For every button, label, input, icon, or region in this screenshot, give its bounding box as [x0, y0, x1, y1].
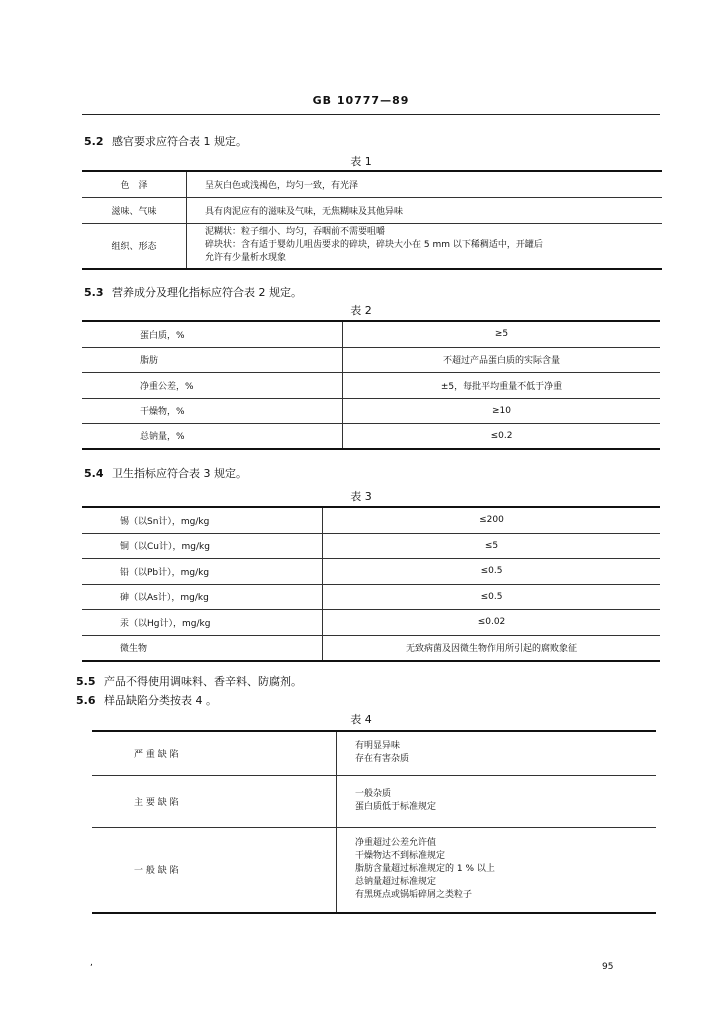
table3-item: 砷（以As计），mg/kg — [82, 584, 323, 609]
table3-value: ≤0.02 — [323, 609, 661, 635]
table1 — [82, 170, 662, 270]
table-row — [82, 223, 662, 269]
table4-item: 脂肪含量超过标准规定的 1 % 以上 — [355, 864, 495, 875]
table4-class: 一 般 缺 陷 — [92, 827, 337, 913]
table1-req-cell — [187, 223, 663, 269]
header-rule — [82, 114, 660, 115]
section-5-4 — [84, 465, 247, 481]
table-row — [92, 731, 656, 775]
stray-mark: , — [90, 958, 93, 968]
section-text: 卫生指标应符合表 3 规定。 — [112, 467, 247, 480]
table4-item: 存在有害杂质 — [355, 754, 410, 765]
page-number: 95 — [602, 962, 614, 972]
table4-class: 严 重 缺 陷 — [92, 731, 337, 775]
table-row — [82, 398, 660, 423]
table-row — [82, 533, 660, 558]
table-row — [82, 372, 660, 398]
table4-item: 干燥物达不到标准规定 — [355, 851, 446, 862]
table1-req-line: 泥糊状：粒子细小、均匀，吞咽前不需要咀嚼 — [205, 227, 386, 238]
table3-item: 锡（以Sn计），mg/kg — [82, 507, 323, 533]
table2-item: 脂肪 — [82, 347, 343, 372]
section-number: 5.6 — [76, 694, 96, 707]
table1-req-line: 允许有少量析水现象 — [205, 253, 287, 264]
table4-items — [337, 775, 657, 827]
table4-items — [337, 827, 657, 913]
table3-value: ≤200 — [323, 507, 661, 533]
section-text: 产品不得使用调味料、香辛料、防腐剂。 — [104, 675, 302, 688]
table4-item: 有明显异味 — [355, 741, 401, 752]
table1-item: 色 泽 — [82, 171, 187, 197]
section-number: 5.3 — [84, 286, 104, 299]
table2-item: 总钠量，% — [82, 423, 343, 449]
table2-value: ≤0.2 — [343, 423, 661, 449]
table4-item: 净重超过公差允许值 — [355, 838, 437, 849]
section-text: 样品缺陷分类按表 4 。 — [104, 694, 217, 707]
table-row — [82, 423, 660, 449]
section-number: 5.5 — [76, 675, 96, 688]
table-row — [92, 775, 656, 827]
table2-value: ±5，每批平均重量不低于净重 — [343, 372, 661, 398]
table4 — [92, 730, 656, 914]
table2-value: 不超过产品蛋白质的实际含量 — [343, 347, 661, 372]
table2-caption: 表 2 — [350, 304, 372, 317]
table4-item: 有黑斑点或锅垢碎屑之类粒子 — [355, 890, 473, 901]
table4-items — [337, 731, 657, 775]
table1-req: 呈灰白色或浅褐色，均匀一致，有光泽 — [187, 171, 663, 197]
table-row — [82, 609, 660, 635]
table-row — [82, 584, 660, 609]
table2-item: 干燥物，% — [82, 398, 343, 423]
table3-caption: 表 3 — [350, 490, 372, 503]
table1-req: 具有肉泥应有的滋味及气味，无焦糊味及其他异味 — [187, 197, 663, 223]
section-number: 5.2 — [84, 135, 104, 148]
section-text: 感官要求应符合表 1 规定。 — [112, 135, 247, 148]
table-row — [82, 507, 660, 533]
section-number: 5.4 — [84, 467, 104, 480]
table4-item: 蛋白质低于标准规定 — [355, 802, 437, 812]
section-5-3 — [84, 284, 302, 300]
table2-value: ≥10 — [343, 398, 661, 423]
table2-value: ≥5 — [343, 321, 661, 347]
table-row — [82, 171, 662, 197]
section-5-2 — [84, 133, 247, 149]
section-text: 营养成分及理化指标应符合表 2 规定。 — [112, 286, 302, 299]
table2 — [82, 320, 660, 450]
table3-item: 汞（以Hg计），mg/kg — [82, 609, 323, 635]
table3-value: ≤0.5 — [323, 584, 661, 609]
table-row — [82, 321, 660, 347]
table3-value: ≤5 — [323, 533, 661, 558]
table4-class: 主 要 缺 陷 — [92, 775, 337, 827]
table4-caption: 表 4 — [350, 713, 372, 726]
table-row — [92, 827, 656, 913]
table-row — [82, 635, 660, 661]
section-5-6 — [76, 692, 217, 708]
table2-item: 蛋白质，% — [82, 321, 343, 347]
table-row — [82, 347, 660, 372]
table1-item: 组织、形态 — [82, 223, 187, 269]
table1-req-line: 碎块状：含有适于婴幼儿咀齿要求的碎块，碎块大小在 5 mm 以下稀稠适中，开罐后 — [205, 240, 543, 251]
table4-item: 总钠量超过标准规定 — [355, 877, 437, 888]
table3-item: 铜（以Cu计），mg/kg — [82, 533, 323, 558]
document-header: GB 10777—89 — [312, 94, 410, 107]
table3-value: 无致病菌及因微生物作用所引起的腐败象征 — [323, 635, 661, 661]
table3-item: 微生物 — [82, 635, 323, 661]
table3 — [82, 506, 660, 662]
table3-item: 铅（以Pb计），mg/kg — [82, 558, 323, 584]
section-5-5 — [76, 673, 302, 689]
table4-item: 一般杂质 — [355, 789, 392, 799]
table-row — [82, 558, 660, 584]
table3-value: ≤0.5 — [323, 558, 661, 584]
table1-item: 滋味、气味 — [82, 197, 187, 223]
table1-caption: 表 1 — [350, 155, 372, 168]
table2-item: 净重公差，% — [82, 372, 343, 398]
table-row — [82, 197, 662, 223]
